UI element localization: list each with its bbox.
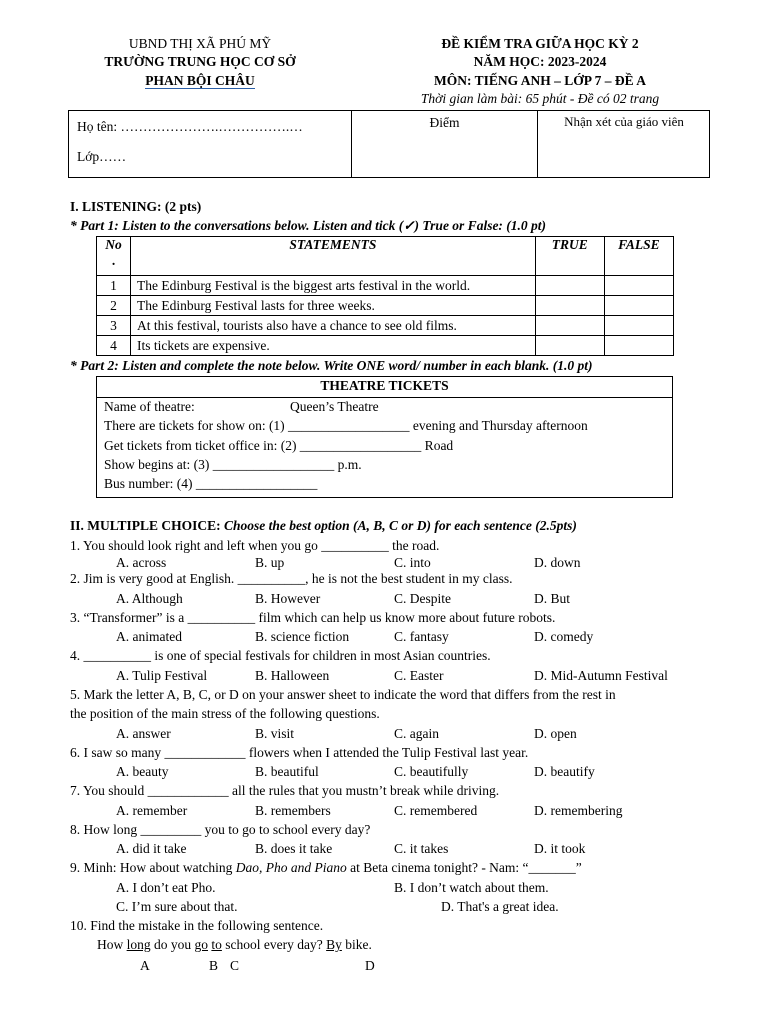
- q2-option-a[interactable]: A. Although: [116, 591, 183, 606]
- col-no-header: No: [105, 237, 122, 252]
- class-field[interactable]: Lớp……: [77, 149, 127, 164]
- question-5-line1: 5. Mark the letter A, B, C, or D on your answer sheet to indicate the word that differs from the rest in: [70, 687, 616, 702]
- false-cell[interactable]: [604, 276, 673, 296]
- note-line-2[interactable]: Get tickets from ticket office in: (2) __________________ Road: [104, 438, 454, 453]
- school-authority: UBND THỊ XÃ PHÚ MỸ: [128, 36, 272, 51]
- q7-option-d[interactable]: D. remembering: [534, 803, 623, 818]
- question-2: 2. Jim is very good at English. __________, he is not the best student in my class.: [70, 571, 513, 586]
- q2-option-b[interactable]: B. However: [255, 591, 321, 606]
- q6-option-c[interactable]: C. beautifully: [394, 764, 469, 779]
- question-10-sentence: How long do you go to school every day? By bike.: [97, 937, 372, 952]
- q3-option-c[interactable]: C. fantasy: [394, 629, 449, 644]
- underline-d[interactable]: By: [326, 937, 342, 952]
- note-line-theatre-label: Name of theatre:: [104, 399, 195, 414]
- q1-option-c[interactable]: C. into: [394, 555, 431, 570]
- table-row: [97, 296, 674, 316]
- school-year: NĂM HỌC: 2023-2024: [473, 54, 607, 69]
- q8-option-a[interactable]: A. did it take: [116, 841, 187, 856]
- false-cell[interactable]: [604, 336, 673, 356]
- school-name-line2: PHAN BỘI CHÂU: [145, 73, 255, 88]
- question-7: 7. You should ____________ all the rules that you mustn’t break while driving.: [70, 783, 500, 798]
- false-cell[interactable]: [604, 316, 673, 336]
- q8-option-d[interactable]: D. it took: [534, 841, 586, 856]
- q10-letter-a: A: [140, 958, 150, 973]
- part2-instruction: * Part 2: Listen and complete the note below. Write ONE word/ number in each blank. (1.0 pt): [70, 358, 593, 373]
- q2-option-c[interactable]: C. Despite: [394, 591, 451, 606]
- q1-option-b[interactable]: B. up: [255, 555, 285, 570]
- q3-option-a[interactable]: A. animated: [116, 629, 182, 644]
- q4-option-b[interactable]: B. Halloween: [255, 668, 330, 683]
- q6-option-d[interactable]: D. beautify: [534, 764, 595, 779]
- true-cell[interactable]: [535, 296, 604, 316]
- score-label: Điểm: [429, 115, 460, 130]
- note-title: THEATRE TICKETS: [320, 378, 449, 393]
- teacher-comment-label: Nhận xét của giáo viên: [564, 114, 684, 129]
- school-name: TRƯỜNG TRUNG HỌC CƠ SỞ: [104, 54, 296, 69]
- q1-option-a[interactable]: A. across: [116, 555, 167, 570]
- statement-text: The Edinburg Festival is the biggest arts festival in the world.: [131, 276, 536, 296]
- q5-option-d[interactable]: D. open: [534, 726, 577, 741]
- true-cell[interactable]: [535, 336, 604, 356]
- note-line-3[interactable]: Show begins at: (3) __________________ p.m.: [104, 457, 362, 472]
- student-info-box: [68, 110, 710, 178]
- underline-a[interactable]: long: [126, 937, 151, 952]
- q7-option-b[interactable]: B. remembers: [255, 803, 331, 818]
- q8-option-c[interactable]: C. it takes: [394, 841, 449, 856]
- statement-text: The Edinburg Festival lasts for three weeks.: [131, 296, 536, 316]
- row-number: 4: [97, 336, 131, 356]
- exam-title: ĐỀ KIỂM TRA GIỮA HỌC KỲ 2: [441, 36, 639, 51]
- question-6: 6. I saw so many ____________ flowers when I attended the Tulip Festival last year.: [70, 745, 529, 760]
- name-field[interactable]: Họ tên: ………………….…………….…: [77, 119, 303, 134]
- q2-option-d[interactable]: D. But: [534, 591, 571, 606]
- q10-letter-d: D: [365, 958, 375, 973]
- part1-instruction: * Part 1: Listen to the conversations below. Listen and tick (✓) True or False: (1.0 pt): [70, 218, 547, 233]
- note-line-4[interactable]: Bus number: (4) __________________: [104, 476, 318, 491]
- q3-option-d[interactable]: D. comedy: [534, 629, 594, 644]
- q5-option-b[interactable]: B. visit: [255, 726, 295, 741]
- exam-duration: Thời gian làm bài: 65 phút - Đề có 02 trang: [420, 91, 660, 106]
- q8-option-b[interactable]: B. does it take: [255, 841, 333, 856]
- q10-letter-c: C: [230, 958, 240, 973]
- row-number: 3: [97, 316, 131, 336]
- underline-c[interactable]: to: [211, 937, 222, 952]
- row-number: 2: [97, 296, 131, 316]
- q6-option-b[interactable]: B. beautiful: [255, 764, 319, 779]
- question-5-line2: the position of the main stress of the following questions.: [70, 706, 380, 721]
- table-row: [97, 336, 674, 356]
- row-number: 1: [97, 276, 131, 296]
- listening-title: I. LISTENING: (2 pts): [70, 199, 202, 214]
- statement-text: At this festival, tourists also have a chance to see old films.: [131, 316, 536, 336]
- false-cell[interactable]: [604, 296, 673, 316]
- q1-option-d[interactable]: D. down: [534, 555, 581, 570]
- table-row: [97, 316, 674, 336]
- question-9: 9. Minh: How about watching Dao, Pho and Piano at Beta cinema tonight? - Nam: “_______”: [70, 860, 582, 875]
- underline-b[interactable]: go: [194, 937, 209, 952]
- note-line-theatre-value: Queen’s Theatre: [290, 399, 379, 414]
- true-false-table: [96, 236, 674, 356]
- statement-text: Its tickets are expensive.: [131, 336, 536, 356]
- col-statements-header: STATEMENTS: [289, 237, 377, 252]
- question-1: 1. You should look right and left when you go __________ the road.: [70, 538, 440, 553]
- theatre-note-box: [96, 376, 673, 498]
- true-cell[interactable]: [535, 316, 604, 336]
- question-10: 10. Find the mistake in the following sentence.: [70, 918, 324, 933]
- table-row: [97, 276, 674, 296]
- subject: MÔN: TIẾNG ANH – LỚP 7 – ĐỀ A: [433, 73, 647, 88]
- q9-option-c[interactable]: C. I’m sure about that.: [116, 899, 238, 914]
- q5-option-c[interactable]: C. again: [394, 726, 439, 741]
- question-3: 3. “Transformer” is a __________ film which can help us know more about future robots.: [70, 610, 556, 625]
- q4-option-c[interactable]: C. Easter: [394, 668, 444, 683]
- q4-option-d[interactable]: D. Mid-Autumn Festival: [534, 668, 668, 683]
- q9-option-d[interactable]: D. That's a great idea.: [441, 899, 559, 914]
- q5-option-a[interactable]: A. answer: [116, 726, 171, 741]
- col-true-header: TRUE: [551, 237, 588, 252]
- q4-option-a[interactable]: A. Tulip Festival: [116, 668, 208, 683]
- q9-option-a[interactable]: A. I don’t eat Pho.: [116, 880, 216, 895]
- q3-option-b[interactable]: B. science fiction: [255, 629, 350, 644]
- mc-title: II. MULTIPLE CHOICE: Choose the best option (A, B, C or D) for each sentence (2.5pts): [70, 518, 577, 533]
- q10-letter-b: B: [209, 958, 219, 973]
- q6-option-a[interactable]: A. beauty: [116, 764, 169, 779]
- q7-option-c[interactable]: C. remembered: [394, 803, 478, 818]
- col-no-dot: .: [111, 253, 116, 268]
- note-line-1[interactable]: There are tickets for show on: (1) __________________ evening and Thursday afternoon: [104, 418, 588, 433]
- question-4: 4. __________ is one of special festivals for children in most Asian countries.: [70, 648, 491, 663]
- q7-option-a[interactable]: A. remember: [116, 803, 188, 818]
- q9-option-b[interactable]: B. I don’t watch about them.: [394, 880, 549, 895]
- true-cell[interactable]: [535, 276, 604, 296]
- question-8: 8. How long _________ you to go to school every day?: [70, 822, 371, 837]
- col-false-header: FALSE: [618, 237, 660, 252]
